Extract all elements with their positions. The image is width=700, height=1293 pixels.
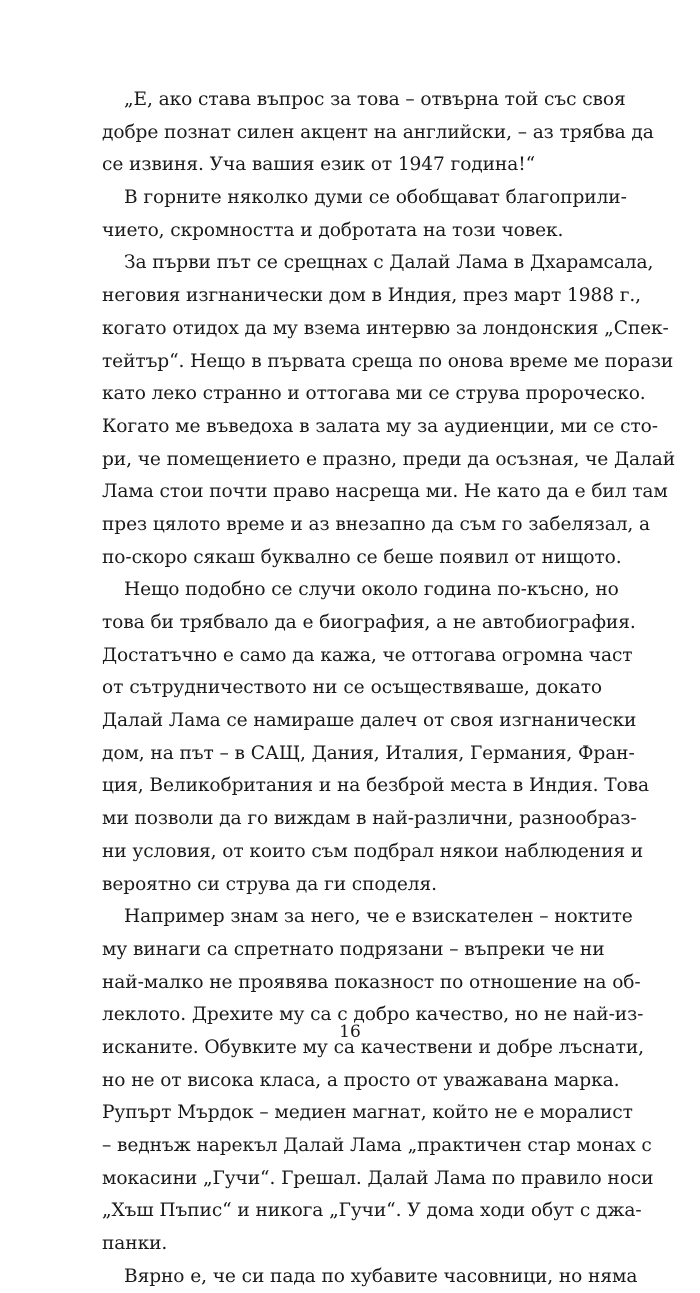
text-line: дом, на път – в САЩ, Дания, Италия, Германия, Фран- bbox=[102, 742, 635, 764]
page-number: 16 bbox=[339, 1022, 361, 1042]
text-line: от сътрудничеството ни се осъществяваше, докато bbox=[102, 677, 602, 699]
text-line: ция, Великобритания и на безброй места в Индия. Това bbox=[102, 775, 649, 797]
text-line: Лама стои почти право насреща ми. Не като да е бил там bbox=[102, 481, 668, 503]
text-line: За първи път се срещнах с Далай Лама в Дхарамсала, bbox=[124, 252, 654, 274]
text-line: Например знам за него, че е взискателен – ноктите bbox=[124, 906, 633, 928]
text-line: ни условия, от които съм подбрал някои наблюдения и bbox=[102, 840, 644, 862]
text-line: най-малко не проявява показност по отношение на об- bbox=[102, 971, 641, 993]
text-line: – веднъж нарекъл Далай Лама „практичен стар монах с bbox=[102, 1135, 652, 1156]
text-line: леклото. Дрехите му са с добро качество, но не най-из- bbox=[102, 1004, 644, 1026]
paragraph bbox=[102, 901, 654, 1261]
text-line: мокасини „Гучи“. Грешал. Далай Лама по правило носи bbox=[102, 1167, 654, 1189]
text-line: Далай Лама се намираше далеч от своя изгнанически bbox=[102, 710, 637, 732]
text-line: тейтър“. Нещо в първата среща по онова време ме порази bbox=[102, 350, 674, 372]
text-line: му винаги са спретнато подрязани – въпреки че ни bbox=[102, 938, 605, 960]
text-line: Нещо подобно се случи около година по-късно, но bbox=[124, 579, 619, 601]
paragraph bbox=[102, 574, 649, 901]
paragraph bbox=[102, 84, 654, 182]
paragraph bbox=[102, 247, 675, 574]
text-line: Рупърт Мърдок – медиен магнат, който не е моралист bbox=[102, 1102, 633, 1124]
text-line: „Е, ако става въпрос за това – отвърна той със своя bbox=[124, 89, 626, 110]
text-line: се извиня. Уча вашия език от 1947 година!“ bbox=[102, 154, 535, 176]
text-line: по-скоро сякаш буквално се беше появил от нищото. bbox=[102, 546, 622, 568]
text-line: като леко странно и оттогава ми се струва пророческо. bbox=[102, 383, 646, 405]
text-line: това би трябвало да е биография, а не автобиография. bbox=[102, 612, 636, 633]
text-line: ми позволи да го виждам в най-различни, разнообраз- bbox=[102, 808, 637, 830]
paragraph bbox=[102, 1261, 638, 1293]
text-line: неговия изгнанически дом в Индия, през март 1988 г., bbox=[102, 285, 641, 307]
paragraph bbox=[102, 182, 627, 247]
text-line: когато отидох да му взема интервю за лондонския „Спек- bbox=[102, 317, 669, 339]
text-line: Когато ме въведоха в залата му за аудиенции, ми се сто- bbox=[102, 415, 658, 437]
text-line: Достатъчно е само да кажа, че оттогава огромна част bbox=[102, 644, 633, 666]
text-line: ри, че помещението е празно, преди да осъзная, че Далай bbox=[102, 448, 675, 470]
text-line: добре познат силен акцент на английски, – аз трябва да bbox=[102, 121, 654, 143]
body-text bbox=[102, 84, 675, 1293]
text-line: В горните няколко думи се обобщават благоприли- bbox=[124, 187, 627, 209]
text-line: чието, скромността и добротата на този човек. bbox=[102, 219, 564, 241]
text-line: вероятно си струва да ги споделя. bbox=[102, 873, 437, 895]
text-line: панки. bbox=[102, 1233, 168, 1255]
text-line: през цялото време и аз внезапно да съм го забелязал, а bbox=[102, 513, 651, 535]
text-line: Вярно е, че си пада по хубавите часовници, но няма bbox=[124, 1265, 638, 1287]
text-line: „Хъш Пъпис“ и никога „Гучи“. У дома ходи обут с джа- bbox=[102, 1200, 642, 1222]
text-line: исканите. Обувките му са качествени и добре лъснати, bbox=[102, 1036, 644, 1058]
text-line: но не от висока класа, а просто от уважавана марка. bbox=[102, 1069, 620, 1091]
